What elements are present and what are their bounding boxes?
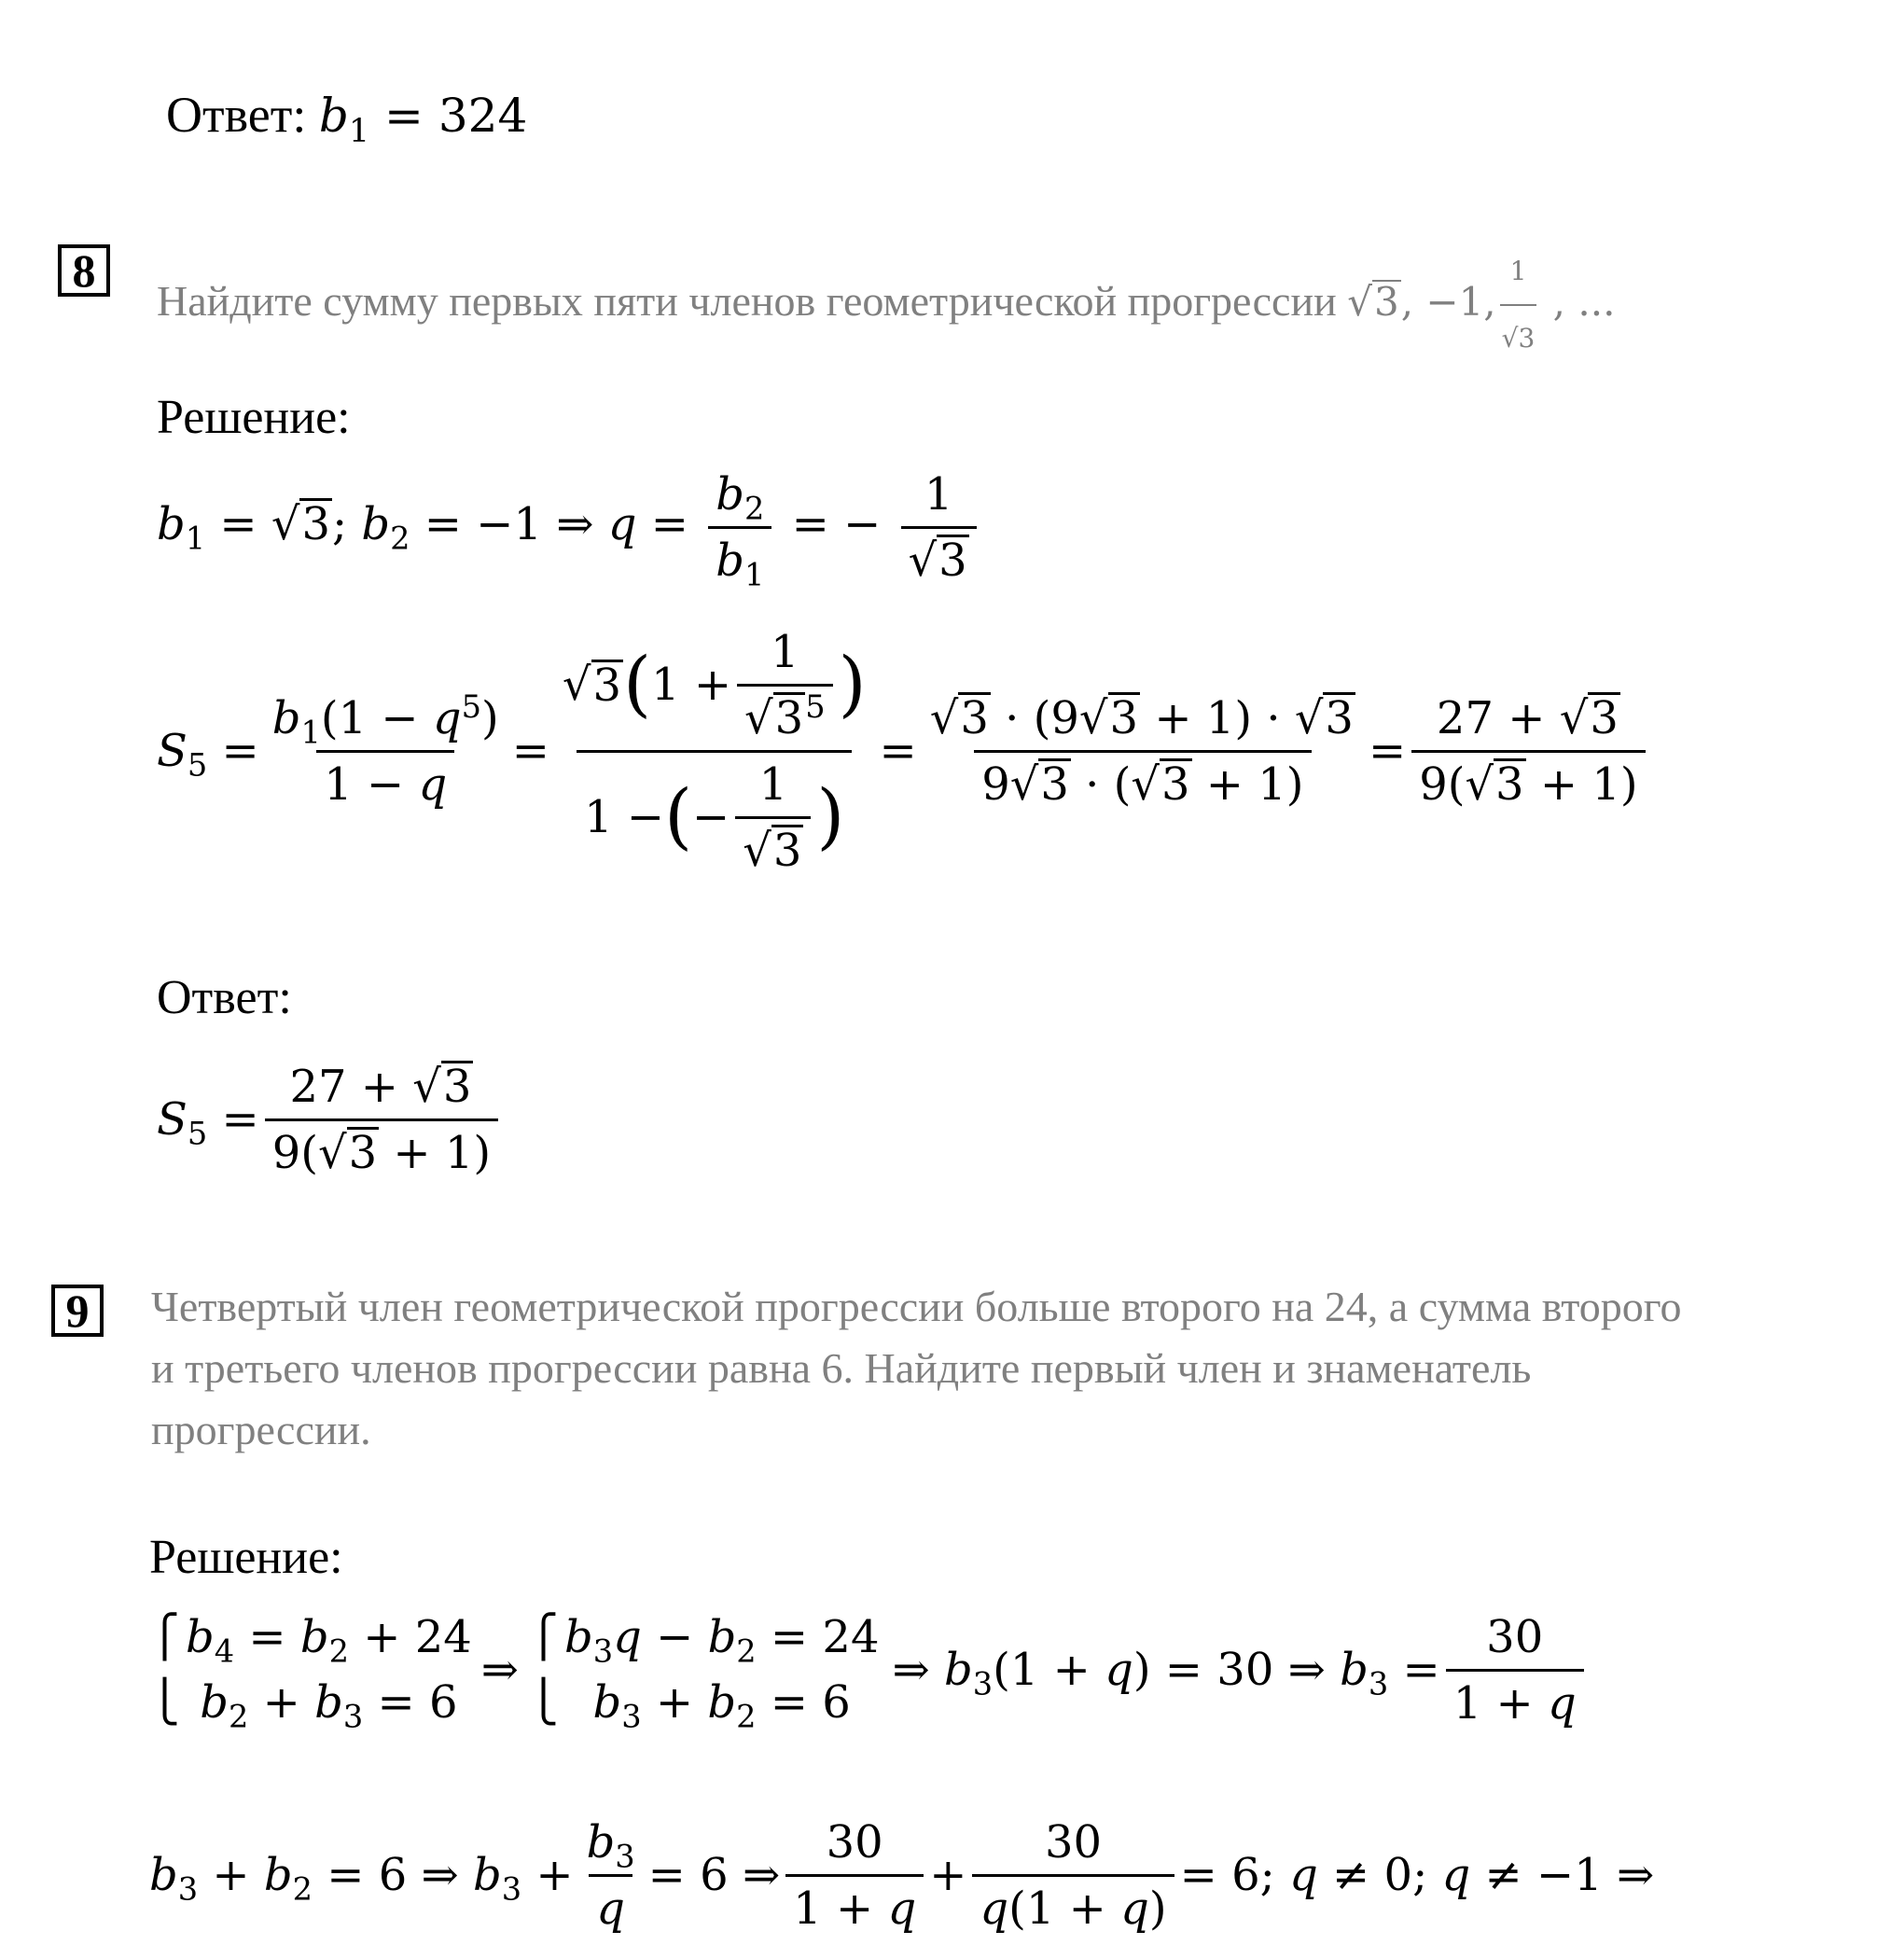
problem-8-answer-formula <box>157 1040 504 1199</box>
previous-answer-formula: $b_1 = 324$ <box>318 89 528 150</box>
problem-9-system-line <box>149 1600 1590 1740</box>
problem-9-text-line-2: и третьего членов прогрессии равна 6. Найдите первый член и знаменатель <box>151 1344 1532 1392</box>
problem-9-text-line-3: прогрессии. <box>151 1406 371 1453</box>
problem-8-statement <box>157 241 1615 369</box>
problem-9-last-render: $b_3 + b_2 = 6$ ⇒ $b_3$ + $\frac{b_3}{q}$ = 6 ⇒ $\frac{30}{1 + q}$ + $\frac{30}{q(1 + q)}$ = 6; q ≠ 0; q ≠ −1 ⇒ <box>149 1815 1655 1935</box>
problem-9-number: 9 <box>51 1285 104 1337</box>
problem-9-solution-heading: Решение: <box>149 1531 343 1584</box>
problem-9-statement <box>151 1276 1886 1461</box>
problem-9-last-line <box>149 1805 1654 1945</box>
problem-8-solution-heading: Решение: <box>157 391 351 444</box>
problem-8-solution-line-2 <box>157 616 1651 886</box>
problem-8-line2-formula: $S_5$ = $\frac{b_1(1 - q^5)}{1 - q}$ = √ 3 ( 1 + $\frac{1}{√3^5}$ ) 1 − ( − $\frac{1}{√3}$ ) = $\frac{√3 \cdot (9√3 + 1) \cdot √3}{9√3 \cdot (√3 + 1)}$ = $\frac{27 + √3}{9(√3 + 1)}$ <box>157 626 1651 877</box>
previous-answer <box>166 86 528 150</box>
problem-8-solution-line-1 <box>157 457 982 597</box>
problem-8-answer-heading: Ответ: <box>157 971 292 1024</box>
problem-9-text-line-1: Четвертый член геометрической прогрессии больше второго на 24, а сумма второго <box>151 1283 1682 1330</box>
problem-8-answer-formula-render: $S_5$ = $\frac{27 + √3}{9(√3 + 1)}$ <box>157 1061 504 1179</box>
problem-8-sequence: √3, −1, $\frac{1}{√3}$ , ... <box>1347 279 1615 325</box>
problem-8-line1-formula: $b_1 = √3$; $b_2 = -1$ ⇒ q = $\frac{b_2}{b_1}$ = − $\frac{1}{√3}$ <box>157 468 982 587</box>
previous-answer-label: Ответ: <box>166 87 307 143</box>
problem-9-system-render: ⎧ ⎩ $b_4 = b_2 + 24$ $b_2 + b_3 = 6$ ⇒ ⎧ ⎩ $b_3q - b_2 = 24$ $b_3 + b_2 = 6$ ⇒ $b_3(1 + q) = 30$ ⇒ $b_3$ = $\frac{30}{1 + q}$ <box>149 1605 1590 1735</box>
problem-8-text: Найдите сумму первых пяти членов геометрической прогрессии <box>157 277 1337 325</box>
problem-8-number: 8 <box>58 244 110 297</box>
